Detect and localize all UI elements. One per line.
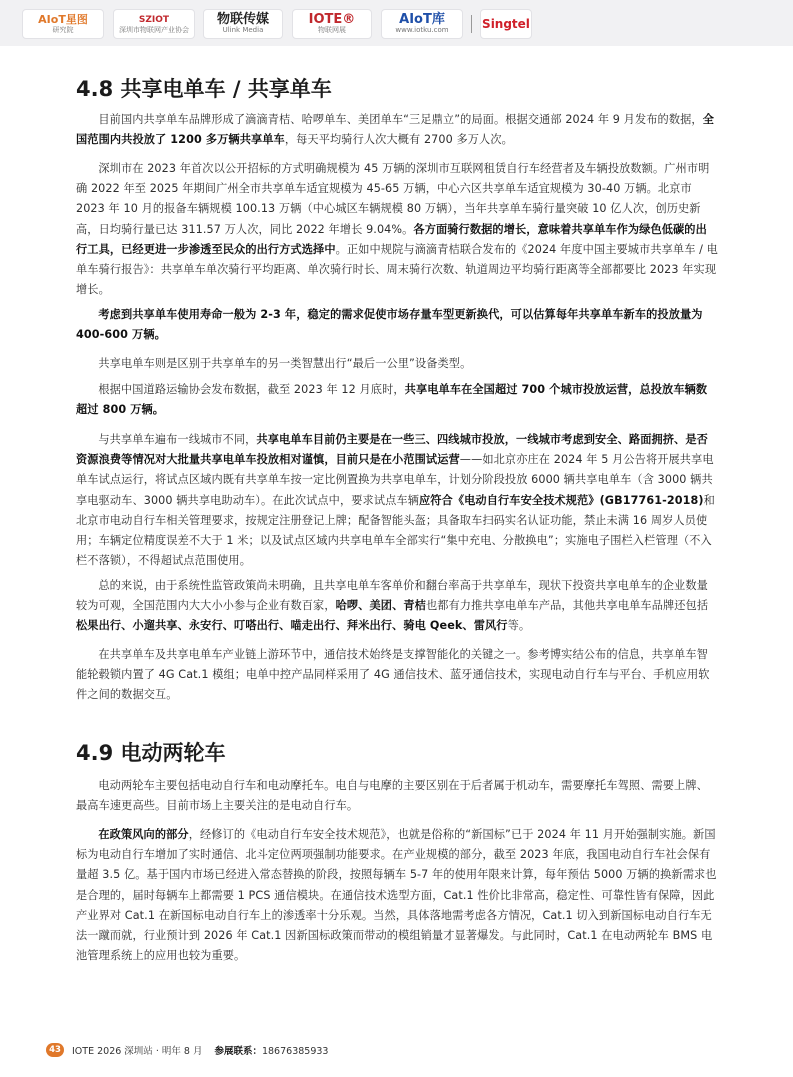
logo-name: AIoT星图: [38, 12, 88, 26]
logo-sub: www.iotku.com: [395, 25, 449, 34]
section-title-shared-bikes: 4.8 共享电单车 / 共享单车: [76, 77, 332, 101]
paragraph: 与共享单车遍布一线城市不同，共享电单车目前仍主要是在一些三、四线城市投放，一线城市考虑到安全、路面拥挤、是否资源浪费等情况对大批量共享电单车投放相对谨慎，目前只是在小范围试运营——如北京亦庄在 2024 年 5 月公告将开展共享电单车试点运行，将试点区域内既有共享单车按一定比例置换为共享电单车，计划分阶段投放 6000 辆共享电单车（含 3000 辆共享电驱动车、3000 辆共享电助动车）。在此次试点中，要求试点车辆应符合《电动自行车安全技术规范》(GB17761-2018)和北京市电动自行车相关管理要求，按规定注册登记上牌；配备智能头盔；具备取车扫码实名认证功能，禁止未满 16 周岁人员使用；车辆定位精度误差不大于 1 米；以及试点区域内共享电单车全部实行“集中充电、分散换电”；实施电子围栏入栏管理（不入栏不落锁），不得超试点范围使用。: [76, 433, 715, 568]
logo-name: 物联传媒: [216, 11, 269, 27]
logo-sub: 物联网展: [318, 25, 346, 34]
page-footer: [46, 1043, 328, 1057]
logo-name: IOTE®: [308, 11, 356, 27]
paragraph: 深圳市在 2023 年首次以公开招标的方式明确规模为 45 万辆的深圳市互联网租赁自行车经营者及车辆投放数额。广州市明确 2022 年至 2025 年期间广州全市共享单车适宜规模为 45-65 万辆，中心六区共享单车适宜规模为 30-40 万辆。北京市 2023 年 10 月的报备车辆规模 100.13 万辆（中心城区车辆规模 80 万辆），当年共享单车骑行量突破 10 亿人次，创历史新高，日均骑行量已达 311.57 万人次，同比 2022 年增长 9.04%。各方面骑行数据的增长，意味着共享单车作为绿色低碳的出行工具，已经更进一步渗透至民众的出行方式选择中。正如中规院与滴滴青桔联合发布的《2024 年度中国主要城市共享单车 / 电单车骑行报告》：共享单车单次骑行平均距离、单次骑行时长、周末骑行次数、轨道周边平均骑行距离等全部都要比 2023 年实现增长。: [76, 162, 718, 297]
aiot-research-logo: [22, 9, 104, 39]
ulink-media-logo: [203, 9, 283, 39]
paragraph: 根据中国道路运输协会发布数据，截至 2023 年 12 月底时，共享电单车在全国超过 700 个城市投放运营，总投放车辆数超过 800 万辆。: [76, 383, 708, 417]
singtel-logo: [480, 9, 532, 39]
logo-name: Singtel: [482, 17, 530, 31]
logo-sub: 深圳市物联网产业协会: [119, 25, 189, 34]
footer-contact: 参展联系：18676385933: [214, 1046, 329, 1057]
logo-sub: Ulink Media: [222, 25, 264, 34]
paragraph: 在政策风向的部分，经修订的《电动自行车安全技术规范》，也就是俗称的“新国标”已于 2024 年 11 月开始强制实施。新国标为电动自行车增加了实时通信、北斗定位两项强制功能要求。在产业规模的部分，截至 2023 年底，我国电动自行车社会保有量超 3.5 亿。基于国内市场已经进入常态替换的阶段，按照每辆车 5-7 年的使用年限来计算，每年预估 5000 万辆的换新需求也是合理的，届时每辆车上都需要 1 PCS 通信模块。在通信技术选型方面，Cat.1 性价比非常高，稳定性、可靠性皆有保障，因此产业界对 Cat.1 在新国标电动自行车上的渗透率十分乐观。当然，具体落地需考虑各方情况，Cat.1 切入到新国标电动自行车无法一蹴而就，行业预计到 2026 年 Cat.1 因新国标政策而带动的模组销量才显著爆发。与此同时，Cat.1 在电动两轮车 BMS 电池管理系统上的应用也较为重要。: [76, 828, 717, 963]
paragraph: 总的来说，由于系统性监管政策尚未明确，且共享电单车客单价和翻台率高于共享单车，现状下投资共享电单车的企业数量较为可观，全国范围内大大小小参与企业有数百家，哈啰、美团、青桔也都有力推共享电单车产品，其他共享电单车品牌还包括松果出行、小遛共享、永安行、叮嗒出行、喵走出行、拜米出行、骑电 Qeek、雷风行等。: [76, 579, 709, 633]
paragraph: 考虑到共享单车使用寿命一般为 2-3 年，稳定的需求促使市场存量车型更新换代，可以估算每年共享单车新车的投放量为 400-600 万辆。: [76, 308, 703, 342]
paragraph: 在共享单车及共享电单车产业链上游环节中，通信技术始终是支撑智能化的关键之一。参考博实结公布的信息，共享单车智能轮毂锁内置了 4G Cat.1 模组；电单中控产品同样采用了 4G 通信技术、蓝牙通信技术，实现电动自行车与平台、手机应用软件之间的数据交互。: [76, 648, 710, 702]
logo-sub: 研究院: [52, 25, 74, 34]
footer-event: IOTE 2026 深圳站 · 明年 8 月: [72, 1046, 203, 1057]
aiot-ku-logo: [381, 9, 463, 39]
logo-name: SZIOT: [138, 14, 170, 25]
sziot-logo: [113, 9, 195, 39]
logo-divider: [471, 15, 472, 33]
section-title-e-two-wheelers: 4.9 电动两轮车: [76, 741, 226, 765]
paragraph: 目前国内共享单车品牌形成了滴滴青桔、哈啰单车、美团单车“三足鼎立”的局面。根据交通部 2024 年 9 月发布的数据，全国范围内共投放了 1200 多万辆共享单车，每天平均骑行人次大概有 2700 多万人次。: [76, 113, 714, 147]
iote-logo: [292, 9, 372, 39]
page-number: 43: [46, 1043, 64, 1057]
paragraph: 共享电单车则是区别于共享单车的另一类智慧出行“最后一公里”设备类型。: [98, 357, 472, 370]
paragraph: 电动两轮车主要包括电动自行车和电动摩托车。电自与电摩的主要区别在于后者属于机动车，需要摩托车驾照、需要上牌、最高车速更高些。目前市场上主要关注的是电动自行车。: [76, 779, 708, 813]
logo-name: AIoT库: [399, 11, 445, 27]
header-logo-bar: [0, 0, 793, 46]
